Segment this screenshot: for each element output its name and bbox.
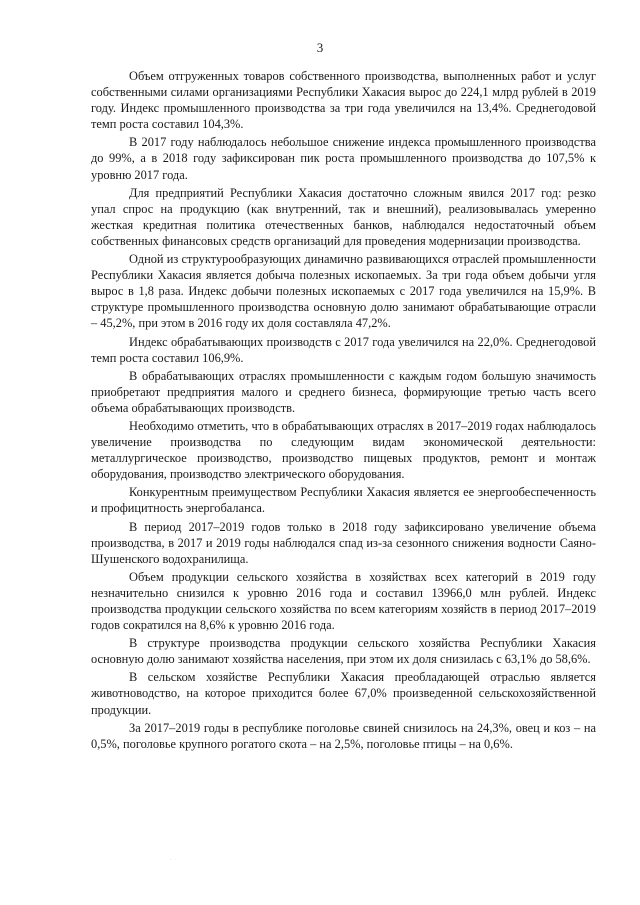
paragraph-livestock: В сельском хозяйстве Республики Хакасия преобладающей отраслью является животноводство, на которое приходится более 67,0% произведенной сельскохозяйственной продукции. — [91, 670, 596, 717]
scan-speck: · · — [170, 858, 178, 863]
paragraph-energy-advantage: Конкурентным преимуществом Республики Хакасия является ее энергообеспеченность и профицитность энергобаланса. — [91, 485, 596, 516]
paragraph-growth-sectors: Необходимо отметить, что в обрабатывающих отраслях в 2017–2019 годах наблюдалось увеличение производства по следующим видам экономической деятельности: металлургическое производство, производство пищевых продуктов, ремонт и монтаж оборудования, производство электрического оборудования. — [91, 418, 596, 482]
paragraph-2017-difficulties: Для предприятий Республики Хакасия достаточно сложным явился 2017 год: резко упал спрос на продукцию (как внутренний, так и внешний), реализовывалась умеренно жесткая кредитная политика отечественных банков, наблюдался недостаточный объем собственных финансовых средств организаций для проведения модернизации производства. — [91, 185, 596, 248]
page-number: 3 — [316, 40, 324, 55]
paragraph-manufacturing-index: Индекс обрабатывающих производств с 2017 года увеличился на 22,0%. Среднегодовой темп роста составил 106,9%. — [91, 334, 596, 365]
paragraph-household-share: В структуре производства продукции сельского хозяйства Республики Хакасия основную долю занимают хозяйства населения, при этом их доля снизилась с 63,1% до 58,6%. — [91, 636, 596, 667]
paragraph-small-business: В обрабатывающих отраслях промышленности с каждым годом большую значимость приобретают предприятия малого и среднего бизнеса, формирующие третью часть всего объема обрабатывающих производств. — [91, 368, 596, 415]
paragraph-2017-2018-index: В 2017 году наблюдалось небольшое снижение индекса промышленного производства до 99%, а в 2018 году зафиксирован пик роста промышленного производства до 107,5% к уровню 2017 года. — [91, 135, 596, 182]
paragraph-agriculture-output: Объем продукции сельского хозяйства в хозяйствах всех категорий в 2019 году незначительно снизился к уровню 2016 года и составил 13966,0 млн рублей. Индекс производства продукции сельского хозяйства по всем категориям хозяйств в период 2017–2019 годов сократился на 8,6% к уровню 2016 года. — [91, 569, 596, 633]
paragraph-mining: Одной из структурообразующих динамично развивающихся отраслей промышленности Республики Хакасия является добыча полезных ископаемых. За три года объем добычи угля вырос в 1,8 раза. Индекс добычи полезных ископаемых с 2017 года увеличился на 15,9%. В структуре промышленного производства основную долю занимают обрабатывающие отрасли – 45,2%, при этом в 2016 году их доля составляла 47,2%. — [91, 252, 596, 331]
paragraph-hydro-output: В период 2017–2019 годов только в 2018 году зафиксировано увеличение объема производства, в 2017 и 2019 годы наблюдался спад из-за сезонного снижения водности Саяно-Шушенского водохранилища. — [91, 519, 596, 566]
paragraph-industrial-output: Объем отгруженных товаров собственного производства, выполненных работ и услуг собственными силами организациями Республики Хакасия вырос до 224,1 млрд рублей в 2019 году. Индекс промышленного производства за три года увеличился на 13,4%. Среднегодовой темп роста составил 104,3%. — [91, 69, 596, 132]
body-text — [91, 68, 596, 754]
paragraph-herd-decline: За 2017–2019 годы в республике поголовье свиней снизилось на 24,3%, овец и коз – на 0,5%, поголовье крупного рогатого скота – на 2,5%, поголовье птицы – на 0,6%. — [91, 720, 596, 751]
